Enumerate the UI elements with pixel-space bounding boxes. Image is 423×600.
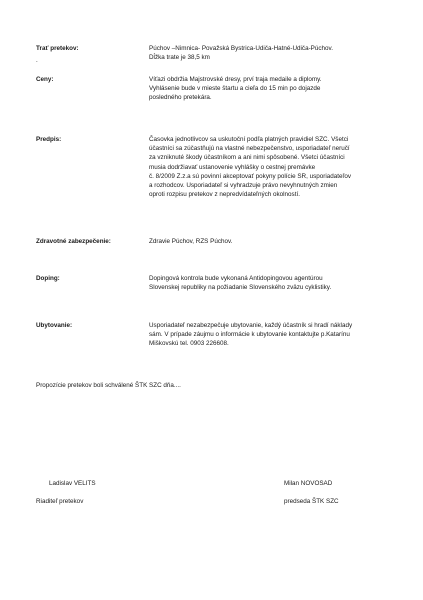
doping-label: Doping: bbox=[36, 275, 60, 282]
director-name: Ladislav VELITS bbox=[49, 480, 96, 487]
medical-label: Zdravotné zabezpečenie: bbox=[36, 238, 111, 245]
director-role: Riaditeľ pretekov bbox=[36, 498, 84, 505]
rules-text bbox=[149, 135, 389, 199]
rules-label: Predpis: bbox=[36, 136, 62, 143]
medical-line: Zdravie Púchov, RZS Púchov. bbox=[149, 238, 233, 245]
rules-line: za vzniknuté škody účastníkom a ani nimi spôsobené. Všetci účastníci bbox=[149, 154, 345, 162]
rules-line: musia dodržiavať ustanovenie vyhlášky o cestnej premávke bbox=[149, 163, 316, 171]
doping-line: Dopingová kontrola bude vykonaná Antidopingovou agentúrou bbox=[149, 275, 323, 282]
approval-text: Propozície pretekov boli schválené ŠTK SZC dňa.... bbox=[36, 382, 181, 389]
prizes-text bbox=[149, 75, 389, 103]
rules-line: oproti rozpisu pretekov z nepredvídateľných okolností. bbox=[149, 191, 300, 199]
accommodation-line: Usporiadateľ nezabezpečuje ubytovanie, každý účastník si hradí náklady bbox=[149, 322, 353, 329]
route-text bbox=[149, 44, 389, 62]
rules-line: č. 8/2009 Z.z.a sú povinní akceptovať pokyny polície SR, usporiadateľov bbox=[149, 172, 351, 180]
route-label: Trať pretekov: bbox=[36, 45, 79, 52]
chairman-role: predseda ŠTK SZC bbox=[284, 498, 339, 505]
prizes-line: Vyhlásenie bude v mieste štartu a cieľa do 15 min po dojazde bbox=[149, 85, 321, 93]
accommodation-label: Ubytovanie: bbox=[36, 322, 73, 329]
chairman-name: Milan NOVOSAD bbox=[284, 480, 333, 487]
route-length-line: Dĺžka trate je 38,5 km bbox=[149, 54, 210, 62]
prizes-label: Ceny: bbox=[36, 76, 54, 83]
route-line: Púchov –Nimnica- Považská Bystrica-Udiča-Hatné-Udiča-Púchov. bbox=[149, 45, 333, 52]
prizes-line: posledného pretekára. bbox=[149, 94, 212, 102]
rules-line: a rozhodcov. Usporiadateľ si vyhradzuje právo nevyhnutných zmien bbox=[149, 182, 338, 190]
stray-dot: . bbox=[36, 57, 38, 64]
accommodation-line: sám. V prípade záujmu o informácie k ubytovanie kontaktujte p.Katarínu bbox=[149, 331, 350, 339]
accommodation-text bbox=[149, 321, 389, 349]
medical-text bbox=[149, 237, 389, 246]
doping-line: Slovenskej republiky na požiadanie Slovenského zväzu cyklistiky. bbox=[149, 284, 332, 292]
prizes-line: Víťazi obdržia Majstrovské dresy, prví traja medaile a diplomy. bbox=[149, 76, 322, 83]
rules-line: účastníci sa zúčastňujú na vlastné nebezpečenstvo, usporiadateľ neručí bbox=[149, 145, 350, 153]
accommodation-line: Miškovskú tel. 0903 226608. bbox=[149, 340, 229, 348]
doping-text bbox=[149, 274, 389, 292]
rules-line: Časovka jednotlivcov sa uskutoční podľa platných pravidiel SZC. Všetci bbox=[149, 136, 349, 143]
